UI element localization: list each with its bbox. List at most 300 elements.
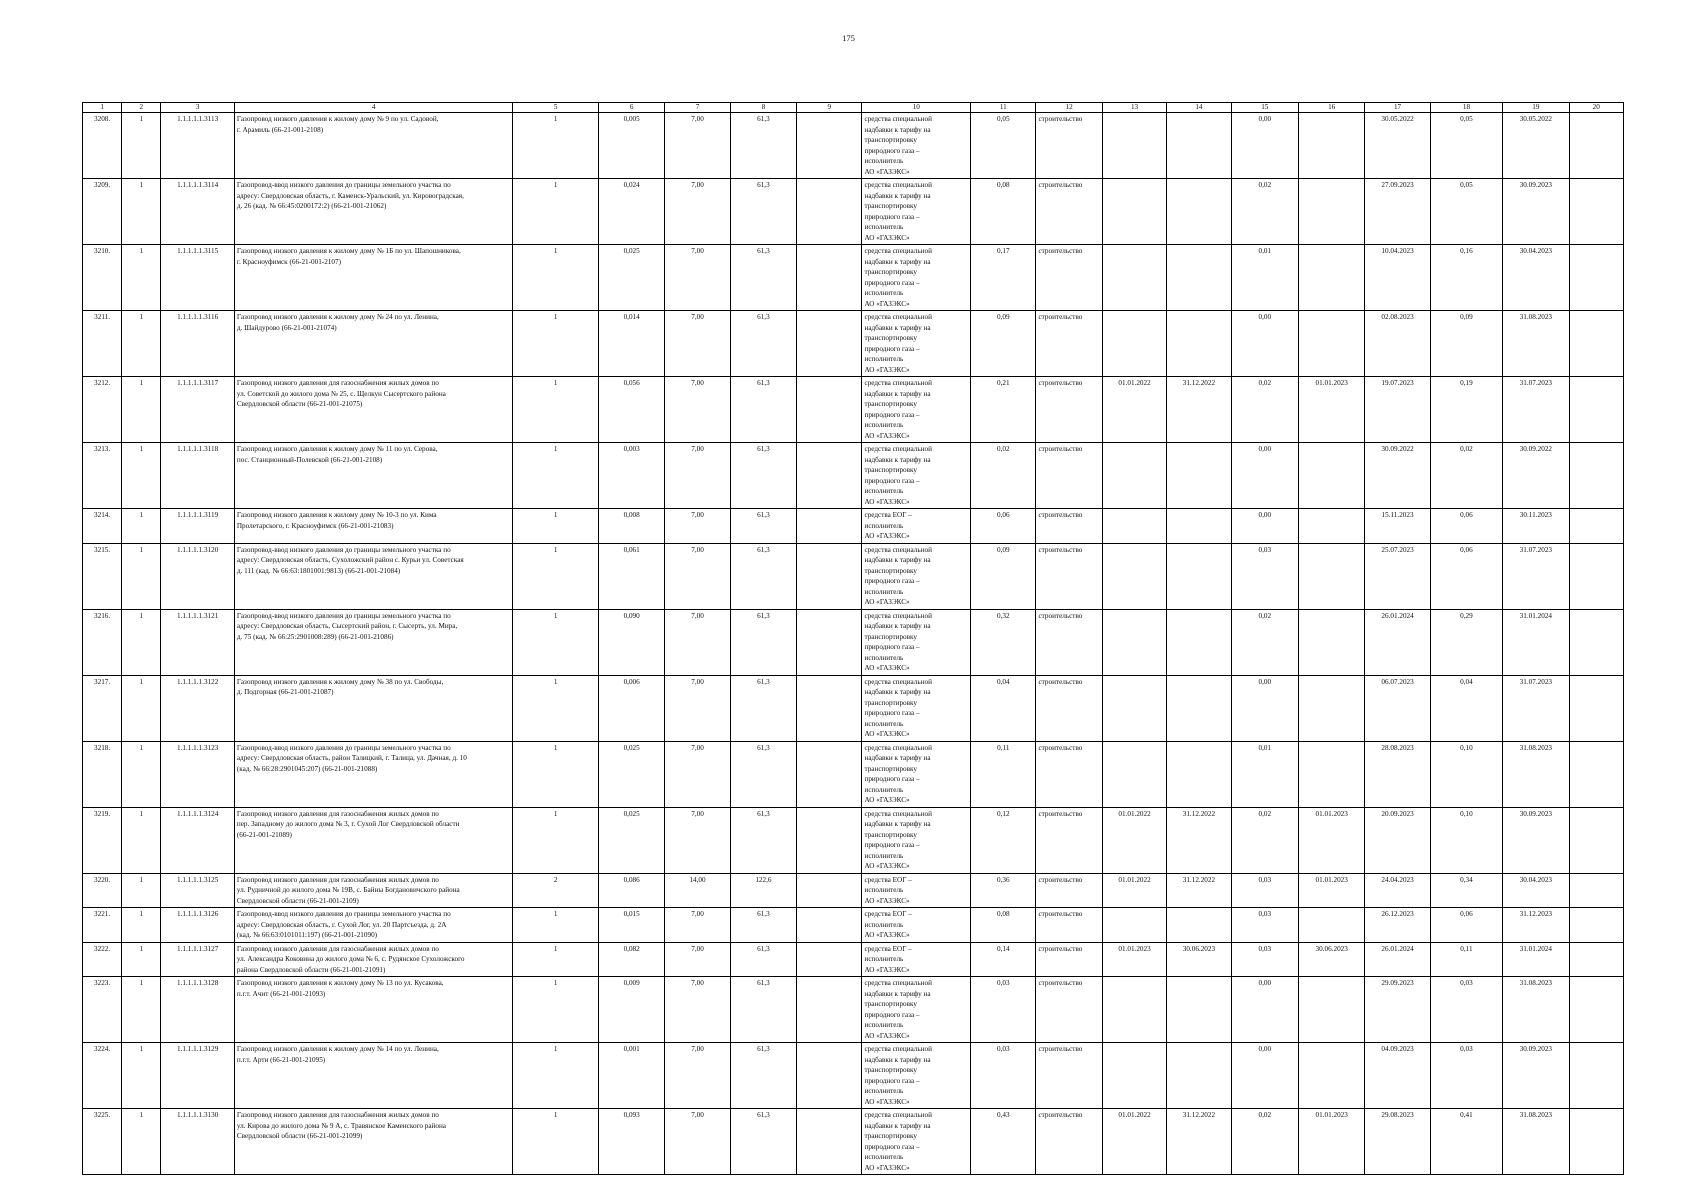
column-7-cell: 7,00	[665, 1109, 730, 1175]
project-code-cell: 1.1.1.1.1.3113	[161, 113, 234, 179]
column-6-cell: 0,005	[598, 113, 664, 179]
column-2-cell: 1	[122, 873, 161, 908]
row-number-cell: 3220.	[83, 873, 122, 908]
column-9-cell	[797, 741, 862, 807]
table-row	[83, 977, 1624, 1043]
column-11-cell: 0,32	[971, 609, 1036, 675]
project-name-cell: Газопровод низкого давления для газоснабжения жилых домов по ул. Александра Коковина до жилого дома № 6, с. Рудянское Сухоложского района Свердловской области (66-21-001-21091)	[234, 942, 513, 977]
column-19-cell: 31.08.2023	[1503, 1109, 1569, 1175]
column-8-cell: 61,3	[730, 807, 796, 873]
row-number-cell: 3223.	[83, 977, 122, 1043]
column-11-cell: 0,06	[971, 509, 1036, 544]
work-type-cell: строительство	[1036, 908, 1102, 943]
column-14-cell	[1167, 113, 1231, 179]
table-row	[83, 1109, 1624, 1175]
column-20-cell	[1569, 609, 1623, 675]
column-2-cell: 1	[122, 443, 161, 509]
column-20-cell	[1569, 179, 1623, 245]
project-name-cell: Газопровод-ввод низкого давления до границы земельного участка по адресу: Свердловская область, район Талицкий, г. Талица, ул. Дачная, д. 10 (кад. № 66:28:2901045:207) (66-21-001-21088)	[234, 741, 513, 807]
column-7-cell: 7,00	[665, 113, 730, 179]
column-11-cell: 0,36	[971, 873, 1036, 908]
column-9-cell	[797, 873, 862, 908]
column-20-cell	[1569, 113, 1623, 179]
column-8-cell: 61,3	[730, 443, 796, 509]
column-14-cell	[1167, 908, 1231, 943]
column-20-cell	[1569, 1109, 1623, 1175]
column-18-cell: 0,09	[1430, 311, 1502, 377]
column-6-cell: 0,025	[598, 807, 664, 873]
column-16-cell: 01.01.2023	[1298, 1109, 1364, 1175]
column-2-cell: 1	[122, 377, 161, 443]
work-type-cell: строительство	[1036, 113, 1102, 179]
column-19-cell: 30.09.2022	[1503, 443, 1569, 509]
column-6-cell: 0,001	[598, 1043, 664, 1109]
row-number-cell: 3217.	[83, 675, 122, 741]
column-20-cell	[1569, 245, 1623, 311]
column-14-cell	[1167, 543, 1231, 609]
row-number-cell: 3224.	[83, 1043, 122, 1109]
column-19-cell: 31.08.2023	[1503, 977, 1569, 1043]
column-8-cell: 61,3	[730, 113, 796, 179]
column-2-cell: 1	[122, 741, 161, 807]
column-16-cell	[1298, 443, 1364, 509]
project-name-cell: Газопровод-ввод низкого давления до границы земельного участка по адресу: Свердловская область, г. Сухой Лог, ул. 20 Партсъезда, д. 2А (кад. № 66:63:0101011:197) (66-21-001-21090)	[234, 908, 513, 943]
column-7-cell: 7,00	[665, 543, 730, 609]
table-body	[83, 113, 1624, 1175]
work-type-cell: строительство	[1036, 543, 1102, 609]
column-8-cell: 61,3	[730, 1043, 796, 1109]
column-18-cell: 0,04	[1430, 675, 1502, 741]
column-number-header: 8	[730, 103, 796, 113]
column-16-cell	[1298, 543, 1364, 609]
work-type-cell: строительство	[1036, 443, 1102, 509]
column-11-cell: 0,05	[971, 113, 1036, 179]
column-2-cell: 1	[122, 179, 161, 245]
column-18-cell: 0,29	[1430, 609, 1502, 675]
column-20-cell	[1569, 377, 1623, 443]
column-9-cell	[797, 908, 862, 943]
column-17-cell: 26.12.2023	[1365, 908, 1430, 943]
column-15-cell: 0,00	[1231, 509, 1298, 544]
column-9-cell	[797, 543, 862, 609]
row-number-cell: 3222.	[83, 942, 122, 977]
column-number-row	[83, 103, 1624, 113]
column-13-cell	[1102, 609, 1166, 675]
project-code-cell: 1.1.1.1.1.3116	[161, 311, 234, 377]
column-7-cell: 7,00	[665, 509, 730, 544]
column-2-cell: 1	[122, 977, 161, 1043]
row-number-cell: 3215.	[83, 543, 122, 609]
column-11-cell: 0,08	[971, 908, 1036, 943]
column-11-cell: 0,09	[971, 311, 1036, 377]
column-14-cell: 31.12.2022	[1167, 873, 1231, 908]
funding-source-cell: средства специальной надбавки к тарифу на транспортировку природного газа – исполнитель АО «ГАЗЭКС»	[862, 543, 971, 609]
funding-source-cell: средства специальной надбавки к тарифу на транспортировку природного газа – исполнитель АО «ГАЗЭКС»	[862, 609, 971, 675]
row-number-cell: 3212.	[83, 377, 122, 443]
column-18-cell: 0,06	[1430, 543, 1502, 609]
column-18-cell: 0,34	[1430, 873, 1502, 908]
column-11-cell: 0,21	[971, 377, 1036, 443]
column-5-cell: 1	[513, 1043, 598, 1109]
funding-source-cell: средства специальной надбавки к тарифу на транспортировку природного газа – исполнитель АО «ГАЗЭКС»	[862, 675, 971, 741]
column-15-cell: 0,02	[1231, 807, 1298, 873]
column-15-cell: 0,01	[1231, 741, 1298, 807]
column-13-cell	[1102, 179, 1166, 245]
column-15-cell: 0,00	[1231, 1043, 1298, 1109]
column-19-cell: 30.09.2023	[1503, 179, 1569, 245]
project-name-cell: Газопровод-ввод низкого давления до границы земельного участка по адресу: Свердловская область, Сысертский район, г. Сысерть, ул. Мира, д. 75 (кад. № 66:25:2901008:289) (66-21-001-21086)	[234, 609, 513, 675]
table-row	[83, 1043, 1624, 1109]
table-row	[83, 543, 1624, 609]
column-7-cell: 7,00	[665, 908, 730, 943]
table-row	[83, 245, 1624, 311]
column-19-cell: 30.09.2023	[1503, 807, 1569, 873]
column-14-cell	[1167, 509, 1231, 544]
column-6-cell: 0,008	[598, 509, 664, 544]
column-8-cell: 61,3	[730, 1109, 796, 1175]
column-5-cell: 1	[513, 977, 598, 1043]
column-9-cell	[797, 443, 862, 509]
column-20-cell	[1569, 543, 1623, 609]
column-17-cell: 24.04.2023	[1365, 873, 1430, 908]
work-type-cell: строительство	[1036, 1109, 1102, 1175]
column-2-cell: 1	[122, 1109, 161, 1175]
column-16-cell	[1298, 179, 1364, 245]
column-2-cell: 1	[122, 543, 161, 609]
column-2-cell: 1	[122, 509, 161, 544]
column-15-cell: 0,00	[1231, 675, 1298, 741]
column-6-cell: 0,025	[598, 741, 664, 807]
column-8-cell: 61,3	[730, 543, 796, 609]
funding-source-cell: средства специальной надбавки к тарифу на транспортировку природного газа – исполнитель АО «ГАЗЭКС»	[862, 311, 971, 377]
column-16-cell	[1298, 113, 1364, 179]
column-9-cell	[797, 1043, 862, 1109]
column-5-cell: 1	[513, 509, 598, 544]
column-15-cell: 0,03	[1231, 942, 1298, 977]
table-row	[83, 311, 1624, 377]
project-name-cell: Газопровод низкого давления к жилому дому № 9 по ул. Садовой, г. Арамиль (66-21-001-2108)	[234, 113, 513, 179]
column-6-cell: 0,006	[598, 675, 664, 741]
row-number-cell: 3209.	[83, 179, 122, 245]
column-14-cell: 31.12.2022	[1167, 807, 1231, 873]
column-6-cell: 0,009	[598, 977, 664, 1043]
column-18-cell: 0,05	[1430, 179, 1502, 245]
project-name-cell: Газопровод-ввод низкого давления до границы земельного участка по адресу: Свердловская область, г. Каменск-Уральский, ул. Кировоградская, д. 26 (кад. № 66:45:0200172:2) (66-21-001-21062)	[234, 179, 513, 245]
column-6-cell: 0,090	[598, 609, 664, 675]
column-20-cell	[1569, 675, 1623, 741]
column-number-header: 20	[1569, 103, 1623, 113]
column-17-cell: 10.04.2023	[1365, 245, 1430, 311]
column-15-cell: 0,02	[1231, 179, 1298, 245]
row-number-cell: 3214.	[83, 509, 122, 544]
column-20-cell	[1569, 509, 1623, 544]
table-row	[83, 179, 1624, 245]
work-type-cell: строительство	[1036, 179, 1102, 245]
project-code-cell: 1.1.1.1.1.3122	[161, 675, 234, 741]
column-19-cell: 31.07.2023	[1503, 377, 1569, 443]
work-type-cell: строительство	[1036, 377, 1102, 443]
column-number-header: 13	[1102, 103, 1166, 113]
column-19-cell: 31.07.2023	[1503, 675, 1569, 741]
column-13-cell	[1102, 113, 1166, 179]
project-name-cell: Газопровод низкого давления к жилому дому № 14 по ул. Ленина, п.г.т. Арти (66-21-001-21095)	[234, 1043, 513, 1109]
column-18-cell: 0,03	[1430, 977, 1502, 1043]
column-9-cell	[797, 1109, 862, 1175]
column-19-cell: 30.04.2023	[1503, 245, 1569, 311]
column-5-cell: 1	[513, 942, 598, 977]
project-name-cell: Газопровод низкого давления к жилому дому № 1Б по ул. Шапошникова, г. Красноуфимск (66-21-001-2107)	[234, 245, 513, 311]
column-8-cell: 61,3	[730, 741, 796, 807]
column-17-cell: 20.09.2023	[1365, 807, 1430, 873]
column-16-cell	[1298, 311, 1364, 377]
column-19-cell: 30.05.2022	[1503, 113, 1569, 179]
column-17-cell: 28.08.2023	[1365, 741, 1430, 807]
project-code-cell: 1.1.1.1.1.3115	[161, 245, 234, 311]
column-5-cell: 1	[513, 377, 598, 443]
column-7-cell: 7,00	[665, 741, 730, 807]
column-5-cell: 1	[513, 543, 598, 609]
investment-table	[82, 102, 1624, 1175]
column-18-cell: 0,11	[1430, 942, 1502, 977]
column-6-cell: 0,024	[598, 179, 664, 245]
column-7-cell: 7,00	[665, 443, 730, 509]
column-number-header: 15	[1231, 103, 1298, 113]
column-13-cell	[1102, 245, 1166, 311]
column-9-cell	[797, 245, 862, 311]
row-number-cell: 3225.	[83, 1109, 122, 1175]
column-8-cell: 61,3	[730, 942, 796, 977]
column-number-header: 19	[1503, 103, 1569, 113]
column-7-cell: 7,00	[665, 1043, 730, 1109]
column-7-cell: 7,00	[665, 377, 730, 443]
column-5-cell: 1	[513, 443, 598, 509]
column-14-cell: 31.12.2022	[1167, 377, 1231, 443]
funding-source-cell: средства специальной надбавки к тарифу на транспортировку природного газа – исполнитель АО «ГАЗЭКС»	[862, 741, 971, 807]
project-code-cell: 1.1.1.1.1.3129	[161, 1043, 234, 1109]
column-6-cell: 0,014	[598, 311, 664, 377]
column-11-cell: 0,11	[971, 741, 1036, 807]
column-5-cell: 1	[513, 179, 598, 245]
column-6-cell: 0,061	[598, 543, 664, 609]
column-13-cell: 01.01.2022	[1102, 377, 1166, 443]
column-5-cell: 1	[513, 311, 598, 377]
column-17-cell: 29.08.2023	[1365, 1109, 1430, 1175]
column-15-cell: 0,02	[1231, 1109, 1298, 1175]
column-14-cell	[1167, 609, 1231, 675]
work-type-cell: строительство	[1036, 873, 1102, 908]
column-5-cell: 1	[513, 807, 598, 873]
column-18-cell: 0,10	[1430, 807, 1502, 873]
column-15-cell: 0,00	[1231, 113, 1298, 179]
row-number-cell: 3218.	[83, 741, 122, 807]
column-6-cell: 0,086	[598, 873, 664, 908]
column-13-cell	[1102, 675, 1166, 741]
column-9-cell	[797, 113, 862, 179]
column-5-cell: 1	[513, 741, 598, 807]
column-2-cell: 1	[122, 245, 161, 311]
column-number-header: 11	[971, 103, 1036, 113]
column-number-header: 10	[862, 103, 971, 113]
project-code-cell: 1.1.1.1.1.3117	[161, 377, 234, 443]
funding-source-cell: средства специальной надбавки к тарифу на транспортировку природного газа – исполнитель АО «ГАЗЭКС»	[862, 377, 971, 443]
column-9-cell	[797, 807, 862, 873]
column-20-cell	[1569, 942, 1623, 977]
column-6-cell: 0,056	[598, 377, 664, 443]
column-6-cell: 0,025	[598, 245, 664, 311]
column-8-cell: 61,3	[730, 377, 796, 443]
column-13-cell	[1102, 1043, 1166, 1109]
column-19-cell: 31.08.2023	[1503, 311, 1569, 377]
column-9-cell	[797, 977, 862, 1043]
column-7-cell: 7,00	[665, 179, 730, 245]
table-row	[83, 873, 1624, 908]
row-number-cell: 3211.	[83, 311, 122, 377]
column-11-cell: 0,43	[971, 1109, 1036, 1175]
column-14-cell	[1167, 1043, 1231, 1109]
row-number-cell: 3216.	[83, 609, 122, 675]
funding-source-cell: средства специальной надбавки к тарифу на транспортировку природного газа – исполнитель АО «ГАЗЭКС»	[862, 1043, 971, 1109]
column-7-cell: 7,00	[665, 807, 730, 873]
column-19-cell: 30.11.2023	[1503, 509, 1569, 544]
column-18-cell: 0,05	[1430, 113, 1502, 179]
column-number-header: 2	[122, 103, 161, 113]
column-11-cell: 0,09	[971, 543, 1036, 609]
column-2-cell: 1	[122, 1043, 161, 1109]
column-18-cell: 0,03	[1430, 1043, 1502, 1109]
column-6-cell: 0,003	[598, 443, 664, 509]
column-17-cell: 30.09.2022	[1365, 443, 1430, 509]
column-5-cell: 1	[513, 908, 598, 943]
column-2-cell: 1	[122, 675, 161, 741]
column-7-cell: 7,00	[665, 245, 730, 311]
column-16-cell	[1298, 509, 1364, 544]
column-19-cell: 31.12.2023	[1503, 908, 1569, 943]
project-code-cell: 1.1.1.1.1.3130	[161, 1109, 234, 1175]
column-20-cell	[1569, 977, 1623, 1043]
column-2-cell: 1	[122, 311, 161, 377]
column-14-cell	[1167, 245, 1231, 311]
column-11-cell: 0,08	[971, 179, 1036, 245]
column-16-cell: 01.01.2023	[1298, 377, 1364, 443]
work-type-cell: строительство	[1036, 311, 1102, 377]
project-name-cell: Газопровод низкого давления к жилому дому № 10-3 по ул. Кима Пролетарского, г. Красноуфимск (66-21-001-21083)	[234, 509, 513, 544]
project-code-cell: 1.1.1.1.1.3127	[161, 942, 234, 977]
funding-source-cell: средства ЕОГ – исполнитель АО «ГАЗЭКС»	[862, 873, 971, 908]
column-19-cell: 31.01.2024	[1503, 942, 1569, 977]
row-number-cell: 3221.	[83, 908, 122, 943]
column-17-cell: 29.09.2023	[1365, 977, 1430, 1043]
column-number-header: 14	[1167, 103, 1231, 113]
project-name-cell: Газопровод низкого давления для газоснабжения жилых домов по пер. Западному до жилого дома № 3, г. Сухой Лог Свердловской области (66-21-001-21089)	[234, 807, 513, 873]
work-type-cell: строительство	[1036, 942, 1102, 977]
column-11-cell: 0,04	[971, 675, 1036, 741]
column-number-header: 7	[665, 103, 730, 113]
column-18-cell: 0,06	[1430, 908, 1502, 943]
table-row	[83, 377, 1624, 443]
column-number-header: 18	[1430, 103, 1502, 113]
column-11-cell: 0,14	[971, 942, 1036, 977]
column-8-cell: 61,3	[730, 977, 796, 1043]
column-15-cell: 0,03	[1231, 908, 1298, 943]
row-number-cell: 3213.	[83, 443, 122, 509]
column-5-cell: 2	[513, 873, 598, 908]
column-7-cell: 7,00	[665, 977, 730, 1043]
column-11-cell: 0,12	[971, 807, 1036, 873]
column-8-cell: 61,3	[730, 908, 796, 943]
column-5-cell: 1	[513, 1109, 598, 1175]
column-number-header: 5	[513, 103, 598, 113]
project-name-cell: Газопровод низкого давления к жилому дому № 38 по ул. Свободы, д. Подгорная (66-21-001-21087)	[234, 675, 513, 741]
work-type-cell: строительство	[1036, 1043, 1102, 1109]
column-16-cell: 30.06.2023	[1298, 942, 1364, 977]
column-18-cell: 0,19	[1430, 377, 1502, 443]
column-7-cell: 7,00	[665, 311, 730, 377]
column-13-cell	[1102, 543, 1166, 609]
column-9-cell	[797, 311, 862, 377]
column-16-cell	[1298, 908, 1364, 943]
column-15-cell: 0,01	[1231, 245, 1298, 311]
work-type-cell: строительство	[1036, 509, 1102, 544]
project-code-cell: 1.1.1.1.1.3126	[161, 908, 234, 943]
column-20-cell	[1569, 741, 1623, 807]
work-type-cell: строительство	[1036, 609, 1102, 675]
column-8-cell: 61,3	[730, 179, 796, 245]
column-15-cell: 0,03	[1231, 543, 1298, 609]
funding-source-cell: средства ЕОГ – исполнитель АО «ГАЗЭКС»	[862, 942, 971, 977]
funding-source-cell: средства специальной надбавки к тарифу на транспортировку природного газа – исполнитель АО «ГАЗЭКС»	[862, 807, 971, 873]
column-15-cell: 0,00	[1231, 311, 1298, 377]
column-7-cell: 7,00	[665, 675, 730, 741]
column-16-cell	[1298, 741, 1364, 807]
column-16-cell	[1298, 977, 1364, 1043]
column-14-cell	[1167, 675, 1231, 741]
column-18-cell: 0,16	[1430, 245, 1502, 311]
column-8-cell: 61,3	[730, 245, 796, 311]
project-code-cell: 1.1.1.1.1.3121	[161, 609, 234, 675]
column-number-header: 4	[234, 103, 513, 113]
column-14-cell: 31.12.2022	[1167, 1109, 1231, 1175]
column-6-cell: 0,015	[598, 908, 664, 943]
column-15-cell: 0,00	[1231, 977, 1298, 1043]
column-19-cell: 30.04.2023	[1503, 873, 1569, 908]
column-2-cell: 1	[122, 908, 161, 943]
column-13-cell	[1102, 977, 1166, 1043]
column-15-cell: 0,03	[1231, 873, 1298, 908]
column-20-cell	[1569, 443, 1623, 509]
table-row	[83, 509, 1624, 544]
column-2-cell: 1	[122, 609, 161, 675]
column-13-cell: 01.01.2022	[1102, 873, 1166, 908]
page-number: 175	[842, 33, 855, 43]
column-number-header: 12	[1036, 103, 1102, 113]
column-20-cell	[1569, 311, 1623, 377]
column-16-cell	[1298, 609, 1364, 675]
project-code-cell: 1.1.1.1.1.3120	[161, 543, 234, 609]
funding-source-cell: средства ЕОГ – исполнитель АО «ГАЗЭКС»	[862, 509, 971, 544]
column-number-header: 1	[83, 103, 122, 113]
column-17-cell: 19.07.2023	[1365, 377, 1430, 443]
row-number-cell: 3219.	[83, 807, 122, 873]
table-row	[83, 443, 1624, 509]
row-number-cell: 3208.	[83, 113, 122, 179]
project-name-cell: Газопровод-ввод низкого давления до границы земельного участка по адресу: Свердловская область, Сухоложский район с. Курьи ул. Советская д. 111 (кад. № 66:63:1801001:9813) (66-21-001-21084)	[234, 543, 513, 609]
column-6-cell: 0,093	[598, 1109, 664, 1175]
work-type-cell: строительство	[1036, 977, 1102, 1043]
project-code-cell: 1.1.1.1.1.3125	[161, 873, 234, 908]
column-9-cell	[797, 675, 862, 741]
column-2-cell: 1	[122, 942, 161, 977]
funding-source-cell: средства специальной надбавки к тарифу на транспортировку природного газа – исполнитель АО «ГАЗЭКС»	[862, 977, 971, 1043]
